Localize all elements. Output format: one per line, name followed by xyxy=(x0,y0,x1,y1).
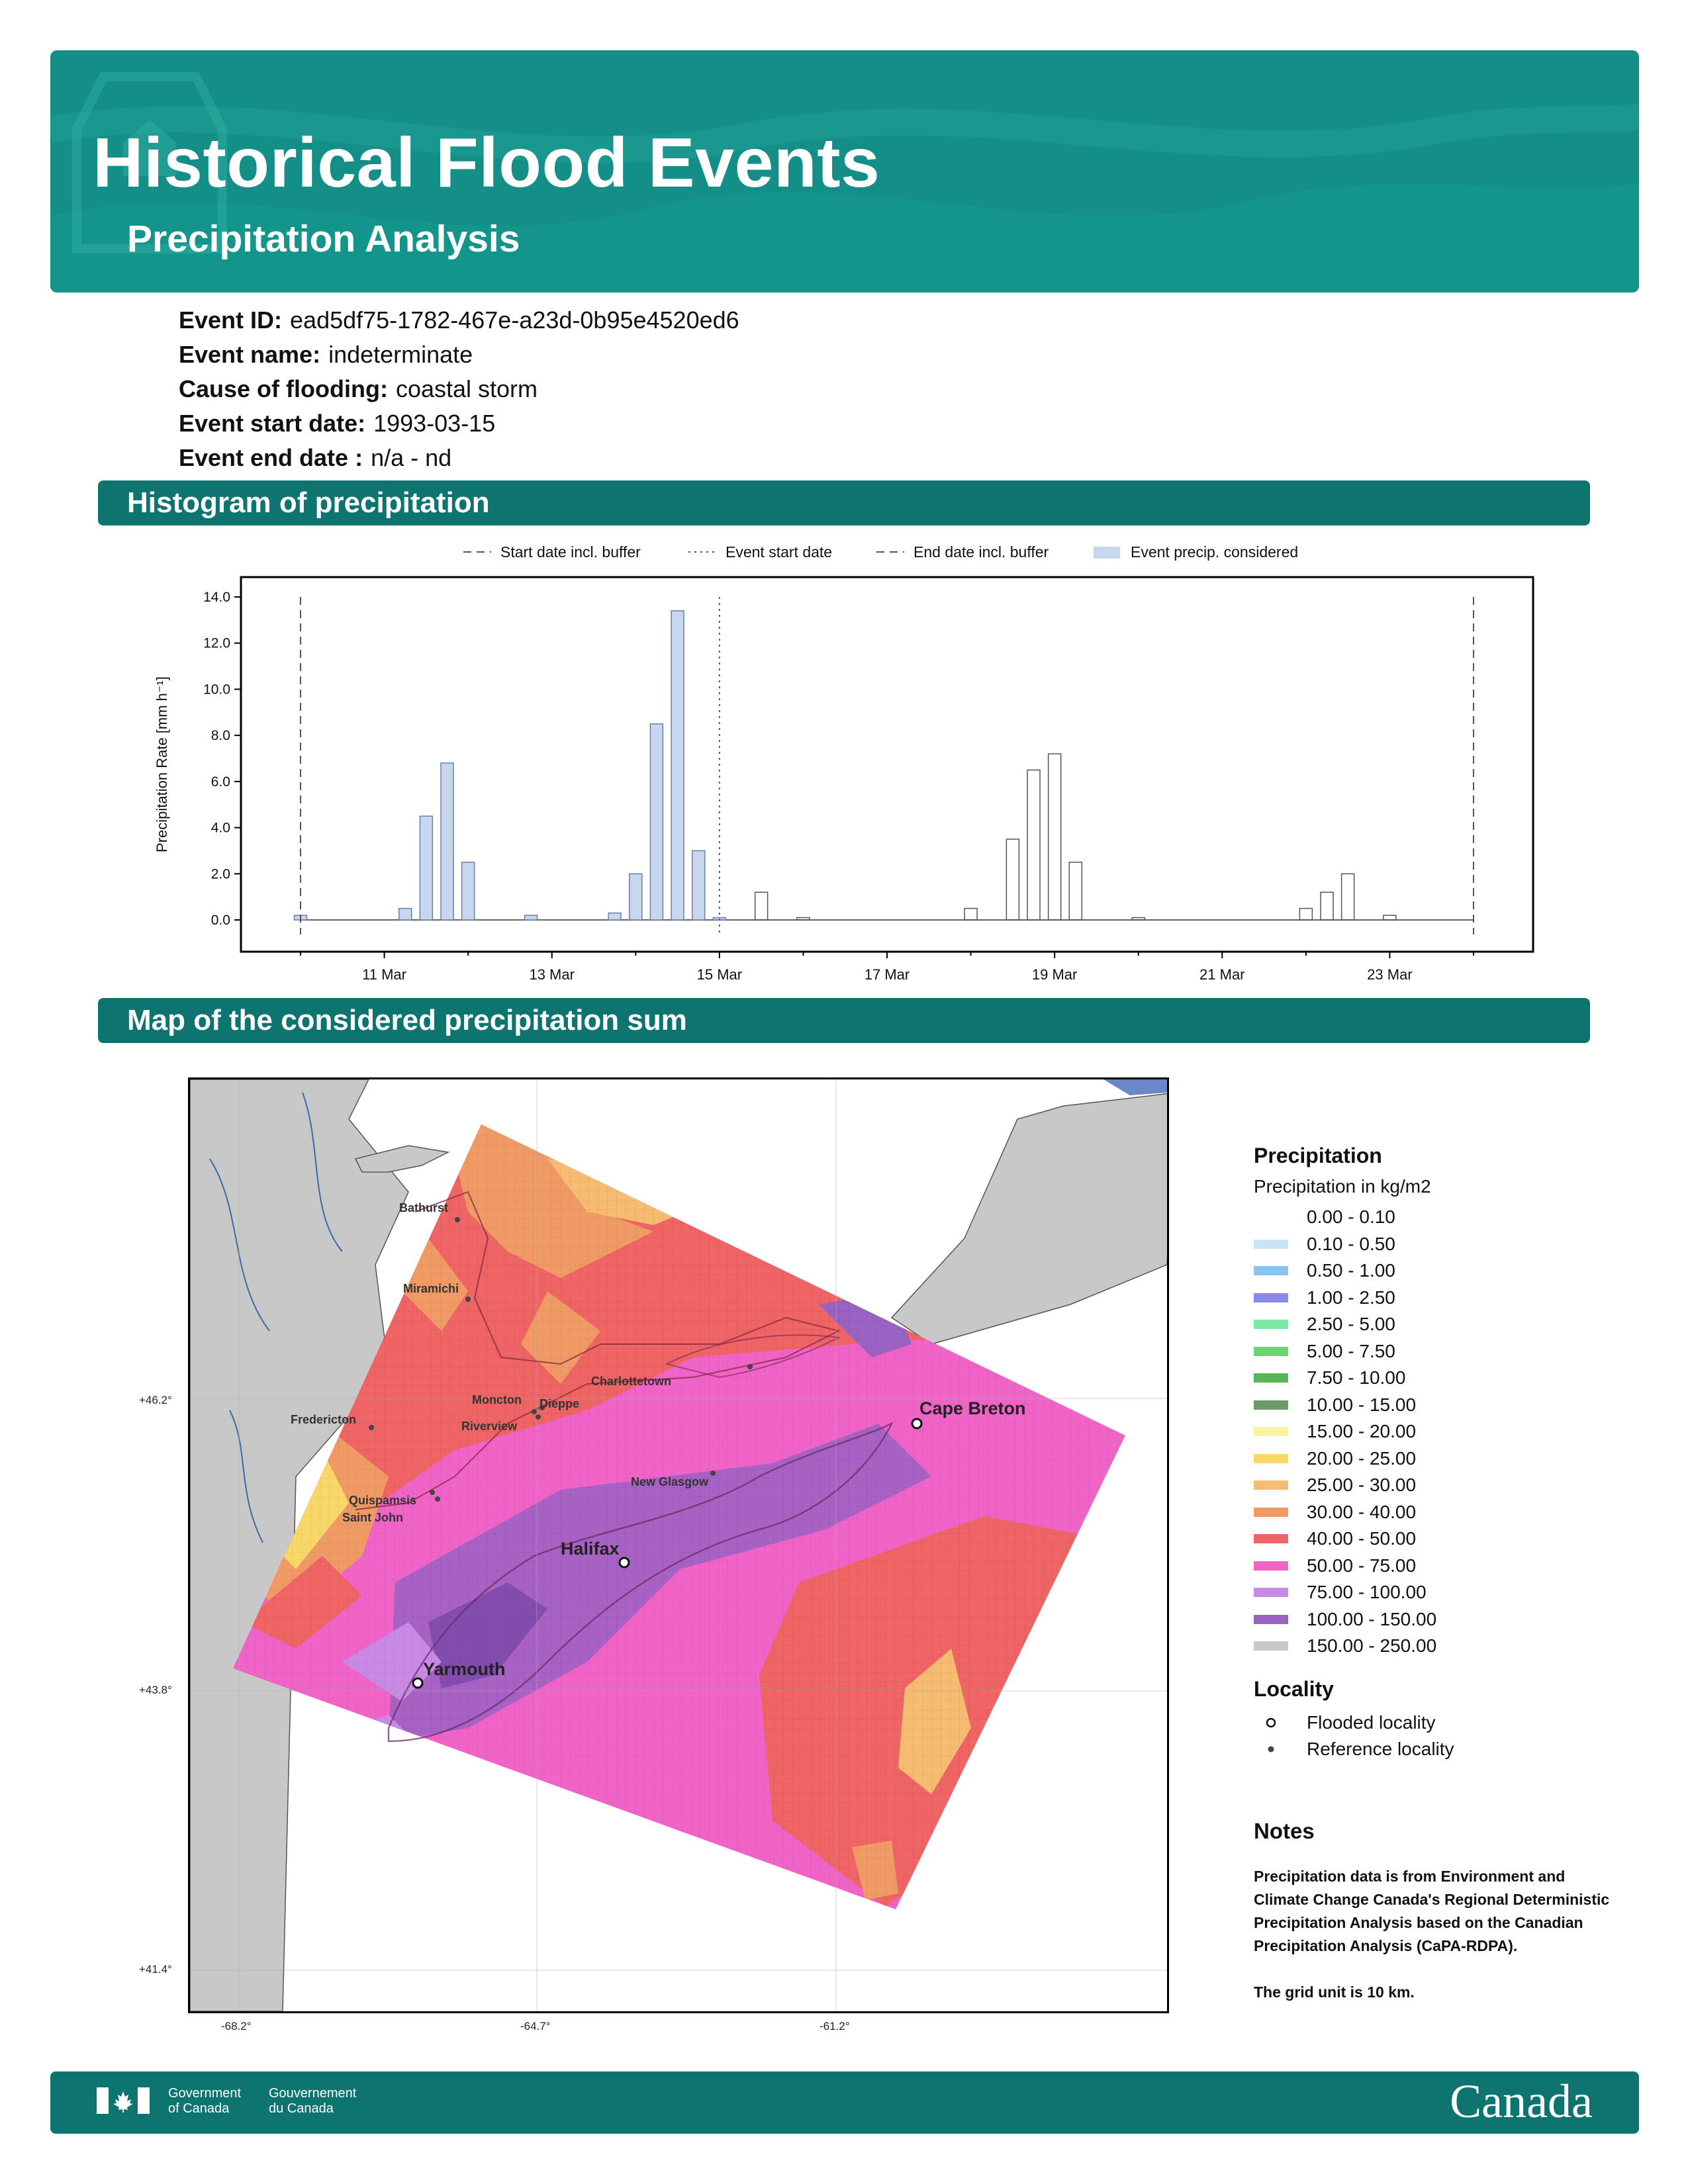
label-saint-john: Saint John xyxy=(342,1511,404,1524)
legend-item xyxy=(1254,1204,1624,1231)
footer-gov-en-line1: Government xyxy=(168,2086,242,2101)
x-tick-label: 13 Mar xyxy=(529,966,575,983)
plot-frame xyxy=(241,577,1533,952)
legend-swatch xyxy=(1254,1454,1288,1463)
footer-gov-fr-line1: Gouvernement xyxy=(269,2086,357,2101)
legend-swatch xyxy=(1254,1641,1288,1651)
event-info xyxy=(179,303,739,475)
footer-gov-en-line2: of Canada xyxy=(168,2101,230,2116)
event-id-value: ead5df75-1782-467e-a23d-0b95e4520ed6 xyxy=(290,306,739,334)
legend-item xyxy=(1254,1231,1624,1258)
y-tick-label: 0.0 xyxy=(211,913,230,928)
legend-item xyxy=(1254,1499,1624,1526)
legend-swatch xyxy=(1254,1373,1288,1383)
x-tick-label: 15 Mar xyxy=(696,966,743,983)
legend-item-label: 10.00 - 15.00 xyxy=(1307,1394,1417,1415)
legend-swatch xyxy=(1254,1588,1288,1597)
y-tick-label: 10.0 xyxy=(203,682,230,698)
label-yarmouth: Yarmouth xyxy=(423,1659,506,1679)
notes-text-source: Precipitation data is from Environment and Climate Change Canada's Regional Deterministic Precipitation Analysis based on the Canadian Precipitation Analysis (CaPA-RDPA). xyxy=(1254,1868,1610,1954)
legend-swatch xyxy=(1254,1615,1288,1624)
legend-item-label: 5.00 - 7.50 xyxy=(1307,1340,1395,1361)
y-tick-label: 4.0 xyxy=(211,820,230,836)
event-name-row xyxy=(179,338,739,372)
label-halifax: Halifax xyxy=(561,1539,620,1559)
event-end-label: Event end date : xyxy=(179,444,363,471)
legend-item xyxy=(1254,1311,1624,1338)
legend-item-label: 0.10 - 0.50 xyxy=(1307,1233,1395,1254)
legend-title: Precipitation xyxy=(1254,1144,1382,1167)
page-title: Historical Flood Events xyxy=(93,124,880,202)
legend-item xyxy=(1254,1633,1624,1660)
legend-swatch xyxy=(1254,1534,1288,1543)
event-cause-label: Cause of flooding: xyxy=(179,375,388,402)
notes-title: Notes xyxy=(1254,1819,1315,1843)
event-end-row xyxy=(179,441,739,475)
newfoundland-land xyxy=(892,1093,1167,1344)
considered-precip-bar xyxy=(608,913,621,920)
lat-tick-1: +46.2° xyxy=(139,1394,172,1406)
legend-swatch xyxy=(1254,1427,1288,1436)
considered-precip-bar xyxy=(650,724,663,920)
map-legend xyxy=(1254,1144,1624,1762)
lat-tick-3: +41.4° xyxy=(139,1963,172,1976)
event-start-row xyxy=(179,406,739,441)
legend-entry-label: Event start date xyxy=(726,543,833,561)
gulf-water xyxy=(1103,1079,1167,1095)
legend-item-label: 1.00 - 2.50 xyxy=(1307,1287,1395,1308)
flooded-locality-icon xyxy=(1254,1717,1288,1728)
legend-item xyxy=(1254,1257,1624,1285)
map-section-title: Map of the considered precipitation sum xyxy=(98,998,1590,1043)
considered-precip-bar xyxy=(671,611,684,920)
y-tick-label: 2.0 xyxy=(211,866,230,882)
label-bathurst: Bathurst xyxy=(399,1201,449,1214)
reference-locality-label: Reference locality xyxy=(1307,1738,1454,1759)
legend-item-label: 0.00 - 0.10 xyxy=(1307,1206,1395,1228)
legend-item-label: 30.00 - 40.00 xyxy=(1307,1501,1417,1522)
considered-precip-bar xyxy=(525,915,538,920)
event-start-label: Event start date: xyxy=(179,410,366,437)
locality-title: Locality xyxy=(1254,1676,1334,1701)
legend-item xyxy=(1254,1472,1624,1499)
considered-precip-bar xyxy=(462,862,475,920)
event-id-row xyxy=(179,303,739,338)
notes-body xyxy=(1254,1865,1611,2004)
considered-precip-bar xyxy=(399,909,412,920)
legend-swatch xyxy=(1254,1212,1288,1222)
event-cause-value: coastal storm xyxy=(395,375,538,402)
legend-item xyxy=(1254,1553,1624,1580)
legend-swatch xyxy=(1254,1561,1288,1570)
y-tick-label: 14.0 xyxy=(203,590,230,605)
legend-swatch xyxy=(1254,1240,1288,1249)
label-charlottetown: Charlottetown xyxy=(591,1375,671,1388)
legend-items xyxy=(1254,1204,1624,1660)
legend-entry-label: End date incl. buffer xyxy=(914,543,1049,561)
legend-entry-label: Start date incl. buffer xyxy=(500,543,641,561)
legend-item xyxy=(1254,1579,1624,1606)
legend-swatch xyxy=(1254,1480,1288,1490)
flooded-locality-label: Flooded locality xyxy=(1307,1711,1436,1733)
x-tick-label: 19 Mar xyxy=(1031,966,1078,983)
legend-swatch xyxy=(1254,1508,1288,1517)
event-start-value: 1993-03-15 xyxy=(373,410,496,437)
legend-item xyxy=(1254,1392,1624,1419)
label-miramichi: Miramichi xyxy=(403,1282,459,1295)
legend-item xyxy=(1254,1525,1624,1553)
legend-item-label: 50.00 - 75.00 xyxy=(1307,1555,1417,1576)
precipitation-map xyxy=(188,1077,1169,2013)
legend-swatch xyxy=(1254,1320,1288,1329)
considered-precip-bar xyxy=(441,763,453,920)
legend-item xyxy=(1254,1338,1624,1365)
y-axis-label: Precipitation Rate [mm h⁻¹] xyxy=(154,676,170,852)
footer-gov-fr-line2: du Canada xyxy=(269,2101,334,2116)
x-tick-label: 11 Mar xyxy=(362,966,406,983)
lat-tick-2: +43.8° xyxy=(139,1684,172,1696)
footer xyxy=(50,2071,1639,2134)
event-name-value: indeterminate xyxy=(328,341,473,368)
x-tick-label: 21 Mar xyxy=(1199,966,1245,983)
label-new-glasgow: New Glasgow xyxy=(631,1475,709,1488)
legend-item-label: 20.00 - 25.00 xyxy=(1307,1447,1417,1469)
legend-swatch xyxy=(1254,1347,1288,1356)
canada-wordmark: Canada xyxy=(1450,2075,1593,2128)
event-name-label: Event name: xyxy=(179,341,321,368)
legend-entry-label: Event precip. considered xyxy=(1131,543,1299,561)
histogram-section-title: Histogram of precipitation xyxy=(98,480,1590,525)
lon-tick-1: -68.2° xyxy=(221,2020,252,2032)
considered-precip-bar xyxy=(420,816,432,920)
event-id-label: Event ID: xyxy=(179,306,283,334)
legend-item xyxy=(1254,1285,1624,1312)
legend-item-label: 7.50 - 10.00 xyxy=(1307,1367,1406,1388)
legend-item xyxy=(1254,1606,1624,1633)
reference-locality-icon xyxy=(1254,1744,1288,1754)
legend-swatch xyxy=(1254,1400,1288,1410)
legend-item xyxy=(1254,1445,1624,1473)
legend-item-label: 150.00 - 250.00 xyxy=(1307,1635,1437,1657)
notes-text-grid: The grid unit is 10 km. xyxy=(1254,1983,1415,2001)
y-tick-label: 6.0 xyxy=(211,774,230,790)
legend-item xyxy=(1254,1365,1624,1392)
legend-patch-key xyxy=(1094,547,1120,559)
considered-precip-bar xyxy=(692,850,705,920)
label-moncton: Moncton xyxy=(472,1393,522,1406)
lon-tick-3: -61.2° xyxy=(820,2020,850,2032)
legend-item-label: 0.50 - 1.00 xyxy=(1307,1260,1395,1281)
canada-flag-icon xyxy=(97,2087,150,2114)
page-subtitle: Precipitation Analysis xyxy=(127,218,520,260)
legend-item-label: 15.00 - 20.00 xyxy=(1307,1421,1417,1442)
legend-item-label: 100.00 - 150.00 xyxy=(1307,1608,1437,1629)
considered-precip-bar xyxy=(630,874,642,920)
legend-reference-locality xyxy=(1254,1736,1624,1762)
legend-item xyxy=(1254,1418,1624,1445)
legend-item-label: 25.00 - 30.00 xyxy=(1307,1475,1417,1496)
legend-swatch xyxy=(1254,1293,1288,1302)
footer-gov-en xyxy=(168,2086,241,2116)
legend-item-label: 75.00 - 100.00 xyxy=(1307,1582,1427,1603)
legend-subtitle: Precipitation in kg/m2 xyxy=(1254,1176,1431,1197)
label-riverview: Riverview xyxy=(461,1420,518,1433)
header-banner xyxy=(50,50,1639,293)
legend-item-label: 40.00 - 50.00 xyxy=(1307,1528,1417,1549)
legend-flooded-locality xyxy=(1254,1709,1624,1736)
label-fredericton: Fredericton xyxy=(291,1413,357,1426)
precipitation-map-canvas xyxy=(190,1079,1167,2011)
label-quispamsis: Quispamsis xyxy=(349,1494,417,1507)
legend-swatch xyxy=(1254,1266,1288,1275)
footer-gov-fr xyxy=(269,2086,356,2116)
precipitation-histogram xyxy=(132,529,1549,993)
legend-item-label: 2.50 - 5.00 xyxy=(1307,1314,1395,1335)
event-end-value: n/a - nd xyxy=(371,444,452,471)
label-dieppe: Dieppe xyxy=(539,1397,580,1410)
label-cape-breton: Cape Breton xyxy=(919,1398,1026,1418)
y-tick-label: 8.0 xyxy=(211,728,230,744)
x-tick-label: 23 Mar xyxy=(1367,966,1413,983)
y-tick-label: 12.0 xyxy=(203,635,230,651)
lon-tick-2: -64.7° xyxy=(520,2020,551,2032)
x-tick-label: 17 Mar xyxy=(864,966,910,983)
event-cause-row xyxy=(179,372,739,406)
